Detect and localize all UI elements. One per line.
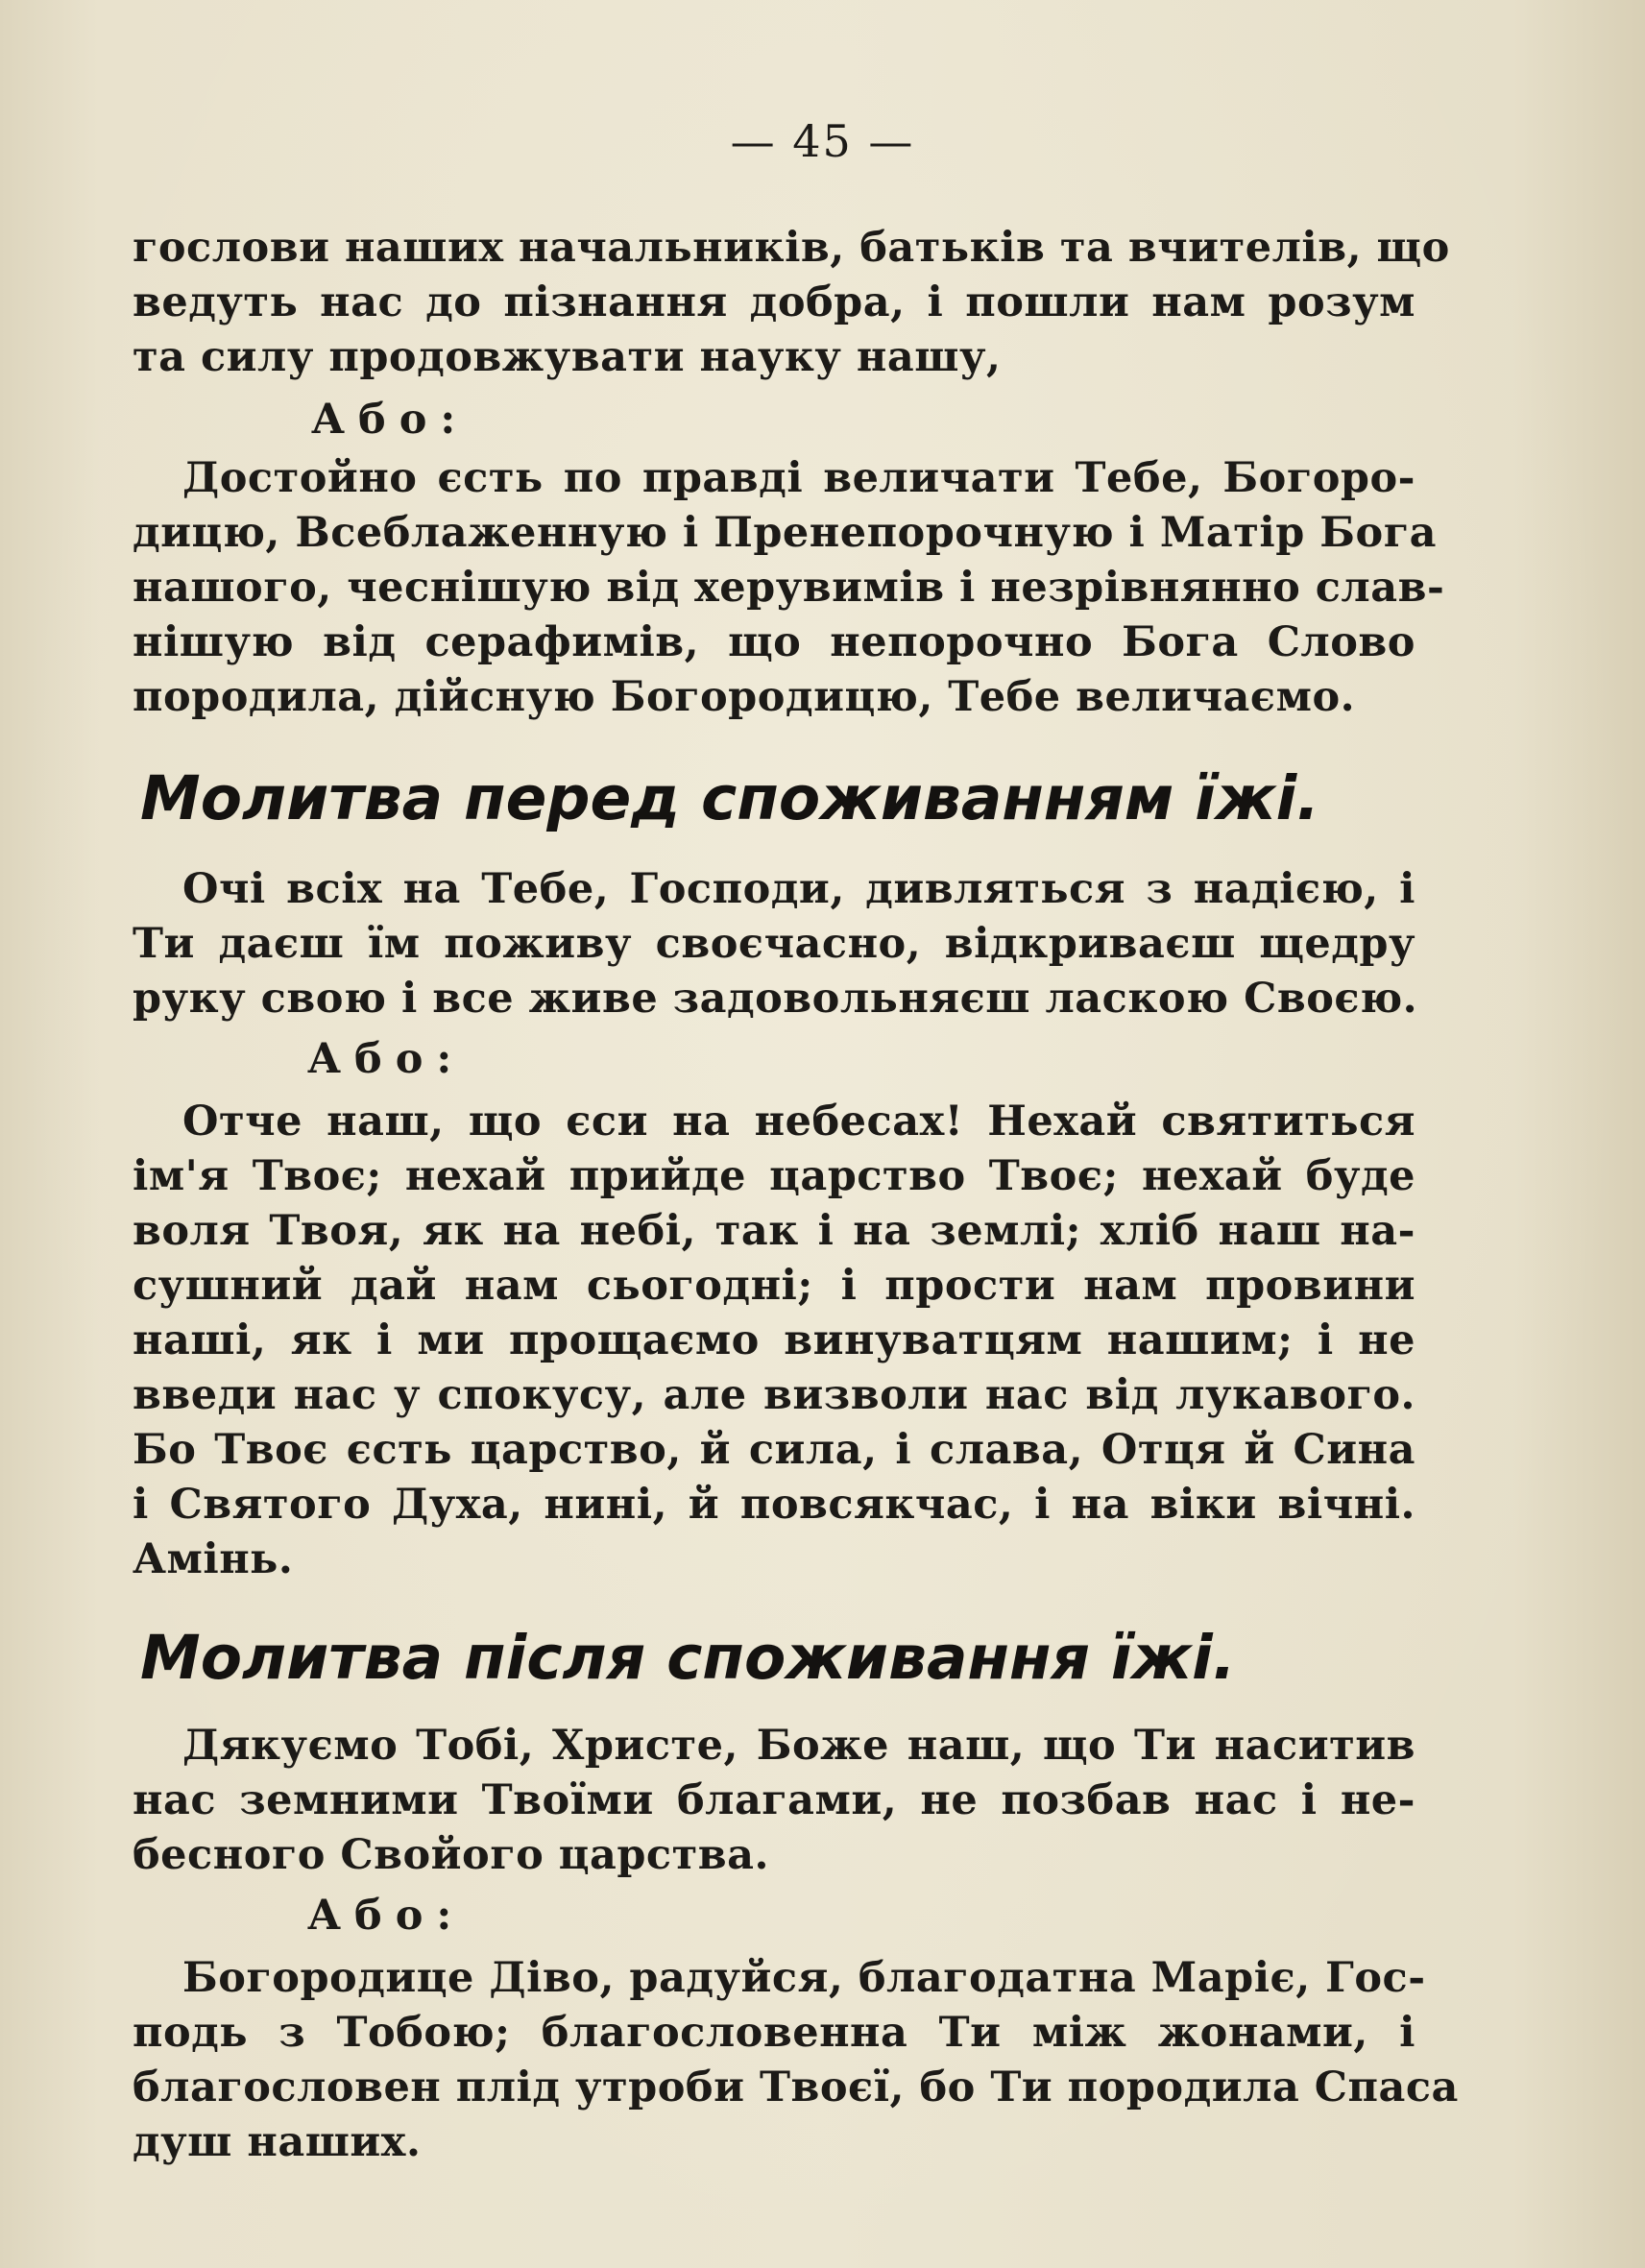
text-line: Амінь. [133, 1535, 294, 1583]
text-line: дицю, Всеблаженную і Пренепорочную і Матір Бога [133, 509, 1437, 557]
text-line: ведуть нас до пізнання добра, і пошли нам розум [133, 278, 1415, 326]
abo-label: Або: [311, 396, 470, 444]
abo-label: Або: [307, 1035, 466, 1083]
text-line: Ти даєш їм поживу своєчасно, відкриваєш щедру [133, 920, 1415, 968]
text-line: Очі всіх на Тебе, Господи, дивляться з надією, і [182, 865, 1415, 913]
text-line: нашого, чеснішую від херувимів і незрівнянно слав- [133, 564, 1445, 612]
text-line: благословен плід утроби Твоєї, бо Ти породила Спаса [133, 2063, 1459, 2111]
text-line: руку свою і все живе задовольняєш ласкою Своєю. [133, 975, 1418, 1023]
text-line: сушний дай нам сьогодні; і прости нам провини [133, 1262, 1415, 1310]
text-line: нішую від серафимів, що непорочно Бога Слово [133, 618, 1415, 666]
text-line: нас земними Твоїми благами, не позбав нас і не- [133, 1776, 1415, 1824]
heading-prayer-before-meal: Молитва перед споживанням їжі. [140, 763, 1320, 833]
paragraph-after-meal [133, 1719, 1415, 1883]
text-line: воля Твоя, як на небі, так і на землі; хліб наш на- [133, 1207, 1415, 1255]
text-line: породила, дійсную Богородицю, Тебе величаємо. [133, 673, 1356, 721]
text-line: Бо Твоє єсть царство, й сила, і слава, Отця й Сина [133, 1426, 1415, 1474]
paragraph-our-father [133, 1095, 1415, 1587]
text-line: Богородице Діво, радуйся, благодатна Маріє, Гос- [182, 1954, 1426, 2002]
heading-prayer-after-meal: Молитва після споживання їжі. [140, 1623, 1236, 1693]
text-line: Отче наш, що єси на небесах! Нехай святиться [182, 1098, 1415, 1146]
paragraph-blessing-end [133, 221, 1450, 385]
text-line: наші, як і ми прощаємо винуватцям нашим; і не [133, 1316, 1415, 1364]
abo-label: Або: [307, 1892, 466, 1940]
text-line: гослови наших начальників, батьків та вчителів, що [133, 224, 1450, 272]
text-line: ім'я Твоє; нехай прийде царство Твоє; нехай буде [133, 1152, 1415, 1200]
text-line: бесного Свойого царства. [133, 1831, 769, 1879]
page-number: — 45 — [730, 115, 915, 167]
text-line: Дякуємо Тобі, Христе, Боже наш, що Ти наситив [182, 1722, 1415, 1770]
text-line: та силу продовжувати науку нашу, [133, 333, 1002, 381]
paragraph-hail-mary [133, 1951, 1459, 2170]
paragraph-dostoino [133, 451, 1445, 725]
text-line: подь з Тобою; благословенна Ти між жонами, і [133, 2009, 1415, 2057]
text-line: введи нас у спокусу, але визволи нас від лукавого. [133, 1371, 1415, 1419]
text-line: душ наших. [133, 2118, 422, 2166]
paragraph-before-meal [133, 862, 1418, 1026]
text-line: і Святого Духа, нині, й повсякчас, і на віки вічні. [133, 1481, 1415, 1529]
text-line: Достойно єсть по правді величати Тебе, Богоро- [182, 454, 1415, 502]
